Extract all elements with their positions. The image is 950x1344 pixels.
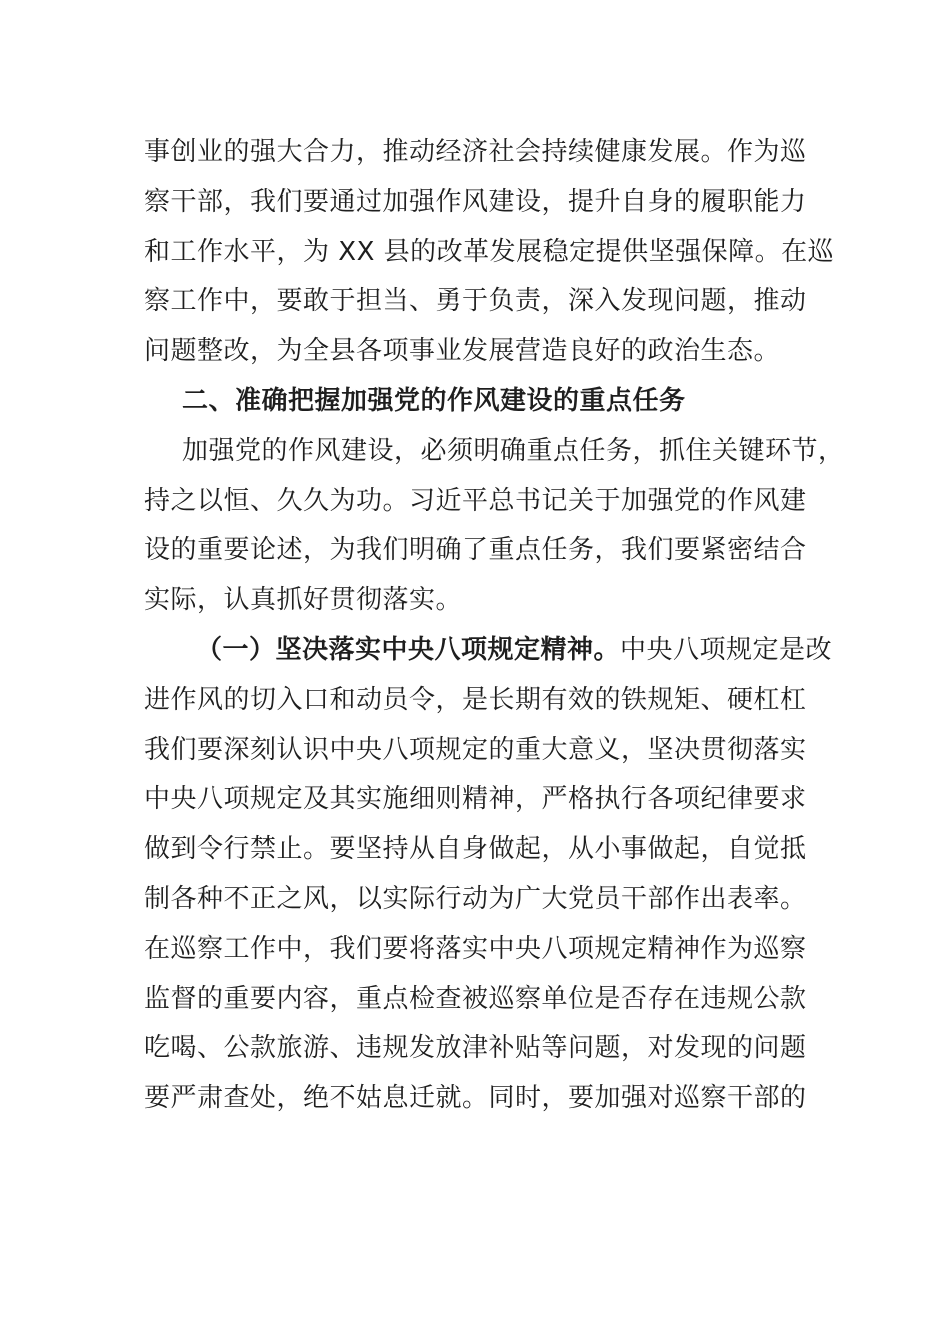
text-line: 监督的重要内容，重点检查被巡察单位是否存在违规公款 xyxy=(144,983,807,1014)
text-line: 加强党的作风建设，必须明确重点任务，抓住关键环节， xyxy=(182,435,845,466)
subsection-title: （一）坚决落实中央八项规定精神。 xyxy=(196,634,621,665)
subsection-first-line xyxy=(144,626,844,676)
text-line: 设的重要论述，为我们明确了重点任务，我们要紧密结合 xyxy=(144,535,807,566)
text-line: 在巡察工作中，我们要将落实中央八项规定精神作为巡察 xyxy=(144,933,807,964)
text-line: 持之以恒、久久为功。习近平总书记关于加强党的作风建 xyxy=(144,485,807,516)
text-line: 和工作水平，为 XX 县的改革发展稳定提供坚强保障。在巡 xyxy=(144,236,835,267)
body-text xyxy=(144,128,844,1124)
text-line: 察干部，我们要通过加强作风建设，提升自身的履职能力 xyxy=(144,186,807,217)
text-line: 要严肃查处，绝不姑息迁就。同时，要加强对巡察干部的 xyxy=(144,1083,807,1114)
subsection-text: 中央八项规定是改 xyxy=(620,634,833,665)
text-line: 进作风的切入口和动员令，是长期有效的铁规矩、硬杠杠 xyxy=(144,684,807,715)
text-line: 中央八项规定及其实施细则精神，严格执行各项纪律要求 xyxy=(144,784,807,815)
text-line: 问题整改，为全县各项事业发展营造良好的政治生态。 xyxy=(144,336,781,367)
text-line: 做到令行禁止。要坚持从自身做起，从小事做起，自觉抵 xyxy=(144,834,807,865)
section-heading: 二、准确把握加强党的作风建设的重点任务 xyxy=(182,385,686,416)
text-line: 实际，认真抓好贯彻落实。 xyxy=(144,585,463,616)
text-line: 我们要深刻认识中央八项规定的重大意义，坚决贯彻落实 xyxy=(144,734,807,765)
text-line: 吃喝、公款旅游、违规发放津补贴等问题，对发现的问题 xyxy=(144,1033,807,1064)
text-line: 制各种不正之风，以实际行动为广大党员干部作出表率。 xyxy=(144,883,807,914)
text-line: 察工作中，要敢于担当、勇于负责，深入发现问题，推动 xyxy=(144,286,807,317)
text-line: 事创业的强大合力，推动经济社会持续健康发展。作为巡 xyxy=(144,137,807,167)
